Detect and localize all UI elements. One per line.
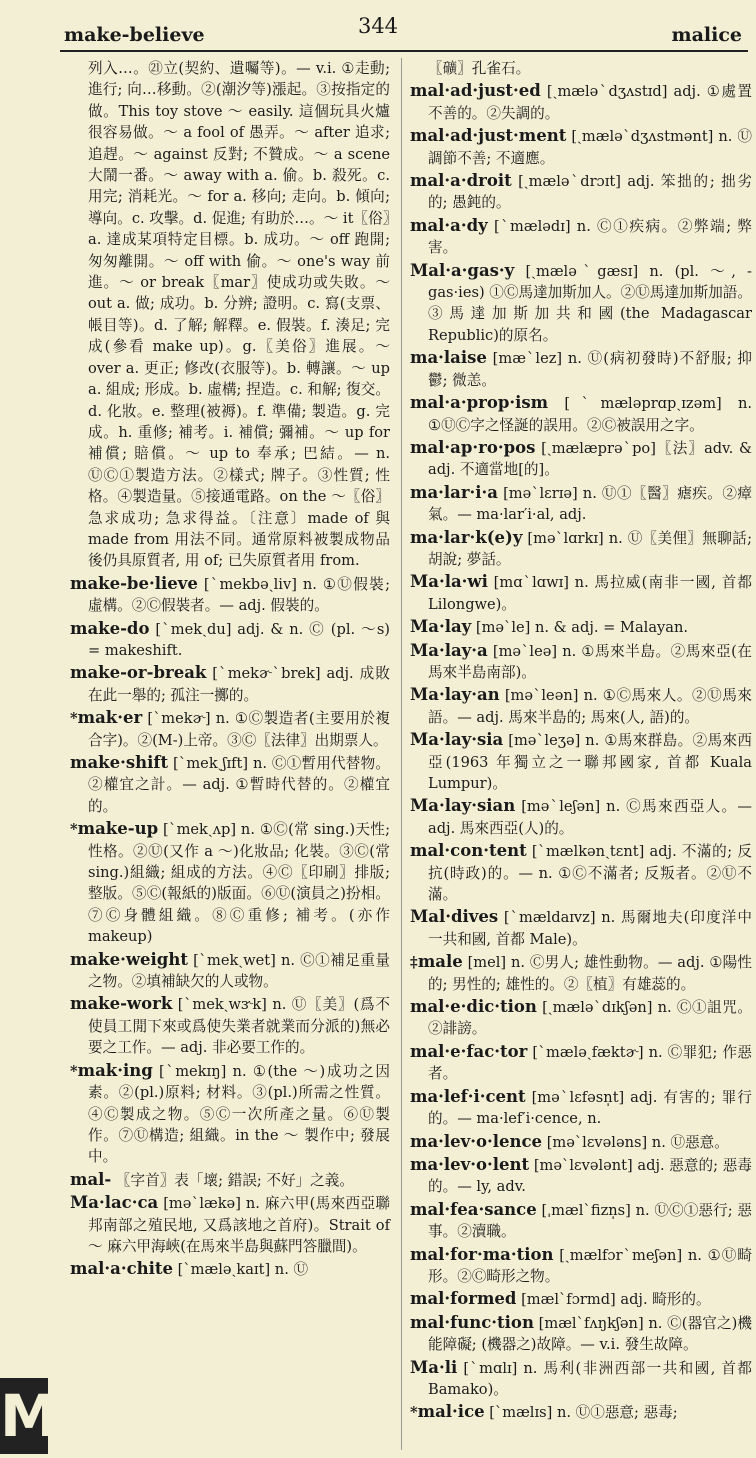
- entry-headword: Ma·lay·an: [410, 685, 500, 705]
- entry-definition: 〖字首〗表「壞; 錯誤; 不好」之義。: [115, 1171, 354, 1189]
- entry-definition: [məˋleən] n. ①Ⓒ馬來人。②Ⓤ馬來語。— adj. 馬來半島的; 馬來(人, 語)的。: [428, 687, 752, 726]
- entry-headword: make-work: [70, 994, 173, 1014]
- entry-definition: [ˏmæləˋdʒʌstmənt] n. Ⓤ調節不善; 不適應。: [428, 128, 752, 167]
- entry-definition: [ˏmælfɔrˋmeʃən] n. ①Ⓤ畸形。②Ⓒ畸形之物。: [428, 1246, 752, 1285]
- entry-headword: mal-: [70, 1169, 112, 1189]
- dictionary-entry: [410, 795, 752, 839]
- dictionary-entry: [410, 215, 752, 259]
- entry-headword: mal·formed: [410, 1289, 517, 1309]
- dictionary-entry: [410, 616, 752, 638]
- entry-headword: Ma·lay: [410, 617, 472, 637]
- entry-headword: make-be·lieve: [70, 573, 198, 593]
- entry-definition: [ˌmælˋfizn̩s] n. ⓊⒸ①惡行; 惡事。②瀆職。: [428, 1201, 752, 1241]
- dictionary-entry: [410, 437, 752, 481]
- entry-definition: 〖礦〗孔雀石。: [428, 60, 531, 77]
- dictionary-entry: [410, 347, 752, 391]
- entry-headword: Ma·lay·a: [410, 640, 488, 660]
- dictionary-entry: [410, 640, 752, 684]
- entry-definition: [ˋmældaɪvz] n. 馬爾地夫(印度洋中一共和國, 首都 Male)。: [428, 909, 753, 948]
- dictionary-entry: [70, 1060, 390, 1168]
- entry-headword: mal·a·chite: [70, 1259, 174, 1279]
- entry-headword: Ma·li: [410, 1357, 458, 1377]
- left-column: [70, 58, 390, 1282]
- dictionary-entry: [410, 1154, 752, 1198]
- entry-marker: *: [410, 1404, 418, 1422]
- thumb-index-tab: M: [0, 1378, 48, 1454]
- dictionary-entry: [70, 1192, 390, 1257]
- entry-definition: [məˋleʒə] n. ①馬來群島。②馬來西亞(1963 年獨立之一聯邦國家, 首都 Kuala Lumpur)。: [428, 732, 752, 792]
- entry-definition: [ˋmekɚˋbrek] adj. 成敗在此一舉的; 孤注一擲的。: [88, 665, 391, 704]
- entry-headword: ma·lev·o·lent: [410, 1154, 530, 1174]
- dictionary-entry: [410, 482, 752, 526]
- entry-definition: [ˋmekˏdu] adj. & n. Ⓒ (pl. ～s) = makeshift.: [88, 620, 391, 659]
- entry-definition: [ˋmælədɪ] n. Ⓒ①疾病。②弊端; 弊害。: [428, 217, 752, 257]
- entry-marker: ‡: [410, 954, 418, 972]
- dictionary-entry: [410, 996, 752, 1040]
- entry-headword: mal·ap·ro·pos: [410, 437, 536, 457]
- entry-headword: ma·laise: [410, 348, 487, 368]
- entry-definition: [ˋmekˏwɝk] n. Ⓤ〖美〗(爲不使員工閒下來或爲使失業者就業而分派的)無必要之工作。— adj. 非必要工作的。: [88, 996, 390, 1057]
- entry-definition: [ˏmæləˋdʒʌstɪd] adj. ①處置不善的。②失調的。: [428, 83, 752, 122]
- entry-marker: *: [70, 710, 78, 728]
- dictionary-entry: [70, 752, 390, 817]
- entry-headword: mal·e·fac·tor: [410, 1041, 528, 1061]
- entry-headword: make·weight: [70, 949, 188, 969]
- entry-definition: [mɑˋlɑwɪ] n. 馬拉威(南非一國, 首都 Lilongwe)。: [428, 574, 752, 613]
- guide-word-left: make-believe: [64, 24, 205, 46]
- header-rule: [60, 50, 748, 52]
- entry-definition: [ˋmekɪŋ] n. ①(the ～)成功之因素。②(pl.)原料; 材料。③(pl.)所需之性質。④Ⓒ製成之物。⑤Ⓒ一次所產之量。⑥Ⓤ製作。⑦Ⓤ構造; 組織。in the ～ 製作中; 發展中。: [88, 1062, 390, 1166]
- entry-definition: [ˋmekˏwet] n. Ⓒ①補足重量之物。②填補缺欠的人或物。: [88, 951, 391, 991]
- entry-definition: [mæˋlez] n. Ⓤ(病初發時)不舒服; 抑鬱; 微恙。: [428, 350, 753, 389]
- entry-headword: mal·ad·just·ed: [410, 81, 541, 101]
- entry-headword: mak·ing: [77, 1060, 153, 1080]
- entry-definition: [ˋmæləprɑpˏɪzəm] n. ①ⓊⒸ字之怪誕的誤用。②Ⓒ被誤用之字。: [428, 395, 752, 434]
- page-header: [0, 0, 756, 52]
- dictionary-entry: [410, 1131, 752, 1153]
- entry-definition: [məˋleə] n. ①馬來半島。②馬來亞(在馬來半島南部)。: [428, 642, 753, 681]
- entry-definition: [ˋmɑlɪ] n. 馬利(非洲西部一共和國, 首都 Bamako)。: [428, 1359, 752, 1398]
- entry-headword: make-do: [70, 618, 150, 638]
- entry-definition: [ˋmekɚ] n. ①Ⓒ製造者(主要用於複合字)。②(M-)上帝。③Ⓒ〖法律〗出期票人。: [88, 710, 390, 749]
- entry-definition: [ˋmekˏʃɪft] n. Ⓒ①暫用代替物。②權宜之計。— adj. ①暫時代替的。②權宜的。: [88, 755, 390, 815]
- entry-headword: mal·ad·just·ment: [410, 126, 567, 146]
- entry-definition: [ˋmæləˏfæktɚ] n. Ⓒ罪犯; 作惡者。: [428, 1043, 752, 1083]
- dictionary-entry: [410, 1401, 752, 1423]
- entry-headword: Ma·lac·ca: [70, 1193, 159, 1213]
- page-number: 344: [357, 14, 399, 38]
- entry-headword: mal·ice: [417, 1402, 485, 1422]
- dictionary-entry: [410, 1086, 752, 1130]
- entry-marker: *: [70, 821, 78, 839]
- dictionary-entry: [410, 1288, 752, 1310]
- dictionary-entry: [410, 906, 752, 950]
- dictionary-entry: [410, 80, 752, 124]
- entry-definition: 列入…。㉑立(契約、遺囑等)。— v.i. ①走動; 進行; 向…移動。②(潮汐等)漲起。③按指定的做。This toy stove ～ easily. 這個玩具火爐很容易做。～ a fool of 愚弄。～ after 追求; 追趕。～ against 反對; 不贊成。～ a scene 大鬧一番。～ away with a. 偷。b. 殺死。c. 用完; 消耗光。～ for a. 移向; 走向。b. 傾向; 導向。c. 攻擊。d. 促進; 有助於…。～ it〖俗〗a. 達成某項特定目標。b. 成功。～ off 跑開; 匆匆離開。～ off with 偷。～ one's way 前進。～ or break〖mar〗使成功或失敗。～ out a. 做; 成功。b. 分辨; 證明。c. 寫(支票、帳目等)。d. 了解; 解釋。e. 假裝。f. 湊足; 完成(參看 make up)。g.〖美俗〗進展。～ over a. 更正; 修改(衣服等)。b. 轉讓。～ up a. 組成; 形成。b. 虛構; 捏造。c. 和解; 復交。d. 化妝。e. 整理(被褥)。f. 準備; 製造。g. 完成。h. 重修; 補考。i. 補償; 彌補。～ up for 補償; 賠償。～ up to 奉承; 巴結。— n. ⓊⒸ①製造方法。②樣式; 牌子。③性質; 性格。④製造量。⑤接通電路。on the ～〖俗〗急求成功; 急求得益。〔注意〕made of 與 made from 用法不同。通常原料被製成物品後仍具原質者, 用 of; 已失原質者用 from.: [88, 60, 390, 570]
- entry-definition: [məˋlɛvələns] n. Ⓤ惡意。: [546, 1133, 729, 1151]
- entry-definition: [məˋlɛrɪə] n. Ⓤ①〖醫〗瘧疾。②瘴氣。— ma·lar′i·al, adj.: [428, 484, 753, 524]
- entry-headword: mal·fea·sance: [410, 1199, 537, 1219]
- dictionary-entry: [70, 573, 390, 617]
- entry-headword: ma·lev·o·lence: [410, 1131, 543, 1151]
- dictionary-entry: [410, 392, 752, 436]
- entry-headword: mak·er: [77, 708, 143, 728]
- dictionary-entry: [70, 1258, 390, 1280]
- guide-word-right: malice: [671, 24, 742, 46]
- entry-headword: make-or-break: [70, 663, 207, 683]
- entry-headword: make-up: [77, 819, 159, 839]
- dictionary-entry: [70, 949, 390, 993]
- dictionary-entry: [410, 58, 752, 79]
- entry-definition: [məˋlɛfəsn̩t] adj. 有害的; 罪行的。— ma·lef′i·cence, n.: [428, 1088, 753, 1128]
- dictionary-entry: [410, 527, 752, 571]
- entry-headword: Mal·a·gas·y: [410, 260, 515, 280]
- dictionary-entry: [410, 1244, 752, 1288]
- entry-headword: mal·a·prop·ism: [410, 393, 549, 413]
- dictionary-entry: [70, 707, 390, 751]
- entry-headword: mal·e·dic·tion: [410, 997, 537, 1017]
- entry-headword: Ma·lay·sian: [410, 796, 516, 816]
- dictionary-entry: [70, 818, 390, 947]
- entry-definition: [məˋlɛvələnt] adj. 惡意的; 惡毒的。— ly, adv.: [428, 1156, 752, 1196]
- entry-headword: Mal·dives: [410, 907, 499, 927]
- entry-headword: make·shift: [70, 753, 169, 772]
- entry-definition: [ˋmekˏʌp] n. ①Ⓒ(常 sing.)天性; 性格。②Ⓤ(又作 a ～)化妝品; 化裝。③Ⓒ(常 sing.)組織; 組成的方法。④Ⓒ〖印刷〗排版; 整版。⑤Ⓒ(報紙的)版面。⑥Ⓤ(演員之)扮相。⑦Ⓒ身體組織。⑧Ⓒ重修; 補考。(亦作 makeup): [88, 821, 391, 946]
- entry-definition: [mel] n. Ⓒ男人; 雄性動物。— adj. ①陽性的; 男性的; 雄性的。②〖植〗有雄蕊的。: [428, 954, 752, 993]
- entry-definition: [mælˋfʌŋkʃən] n. Ⓒ(器官之)機能障礙; (機器之)故障。— v.i. 發生故障。: [428, 1314, 753, 1354]
- dictionary-entry: [410, 125, 752, 169]
- entry-definition: [məˋlækə] n. 麻六甲(馬來西亞聯邦南部之殖民地, 又爲該地之首府)。Strait of ～ 麻六甲海峽(在馬來半島與蘇門答臘間)。: [88, 1195, 390, 1255]
- entry-headword: mal·a·droit: [410, 171, 512, 191]
- dictionary-entry: [410, 1041, 752, 1085]
- dictionary-entry: [70, 993, 390, 1058]
- entry-definition: [ˏmælæprəˋpo]〖法〗adv. & adj. 不適當地[的]。: [428, 439, 752, 479]
- dictionary-entry: [70, 1169, 390, 1191]
- dictionary-entry: [410, 840, 752, 905]
- dictionary-entry: [410, 1357, 752, 1401]
- entry-definition: [ˋmælɪs] n. Ⓤ①惡意; 惡毒;: [489, 1404, 678, 1422]
- entry-headword: Ma·lay·sia: [410, 730, 504, 750]
- entry-headword: ma·lef·i·cent: [410, 1086, 526, 1106]
- entry-headword: mal·con·tent: [410, 841, 527, 861]
- entry-definition: [ˏmæləˋdrɔɪt] adj. 笨拙的; 拙劣的; 愚鈍的。: [428, 173, 752, 212]
- entry-headword: mal·for·ma·tion: [410, 1244, 554, 1264]
- entry-definition: [ˋmekbəˏliv] n. ①Ⓤ假裝; 虛構。②Ⓒ假裝者。— adj. 假裝的。: [88, 575, 390, 615]
- entry-definition: [mælˋfɔrmd] adj. 畸形的。: [521, 1291, 711, 1309]
- entry-definition: [məˋle] n. & adj. = Malayan.: [475, 619, 689, 637]
- dictionary-entry: [70, 662, 390, 706]
- entry-headword: ma·lar·k(e)y: [410, 527, 523, 547]
- dictionary-entry: [410, 571, 752, 615]
- dictionary-entry: [410, 170, 752, 214]
- dictionary-entry: [410, 260, 752, 347]
- dictionary-entry: [410, 1199, 752, 1243]
- column-divider: [401, 58, 402, 1450]
- entry-definition: [məˋlɑrkɪ] n. Ⓤ〖美俚〗無聊話; 胡說; 夢話。: [428, 529, 752, 568]
- entry-definition: [ˏmæləˋdɪkʃən] n. Ⓒ①詛咒。②誹謗。: [428, 999, 752, 1038]
- entry-definition: [ˋmæləˏkaɪt] n. Ⓤ: [177, 1261, 309, 1279]
- entry-definition: [məˋleʃən] n. Ⓒ馬來西亞人。— adj. 馬來西亞(人)的。: [428, 798, 752, 837]
- entry-headword: male: [417, 952, 463, 972]
- dictionary-entry: [70, 618, 390, 662]
- dictionary-entry: [410, 729, 752, 794]
- right-column: [410, 58, 752, 1425]
- dictionary-entry: [410, 1312, 752, 1356]
- entry-definition: [ˏmæləˋgæsɪ] n. (pl. ～, -gas·ies) ①Ⓒ馬達加斯加人。②Ⓤ馬達加斯加語。③馬達加斯加共和國(the Madagascar Republic)的原名。: [428, 262, 752, 344]
- entry-headword: Ma·la·wi: [410, 572, 488, 592]
- entry-headword: mal·a·dy: [410, 215, 488, 235]
- dictionary-entry: [410, 951, 752, 995]
- entry-marker: *: [70, 1062, 78, 1080]
- entry-definition: [ˋmælkənˏtɛnt] adj. 不滿的; 反抗(時政)的。— n. ①Ⓒ不滿者; 反叛者。②Ⓤ不滿。: [428, 843, 753, 904]
- dictionary-entry: [70, 58, 390, 572]
- entry-headword: mal·func·tion: [410, 1312, 534, 1332]
- entry-headword: ma·lar·i·a: [410, 482, 498, 502]
- dictionary-entry: [410, 684, 752, 728]
